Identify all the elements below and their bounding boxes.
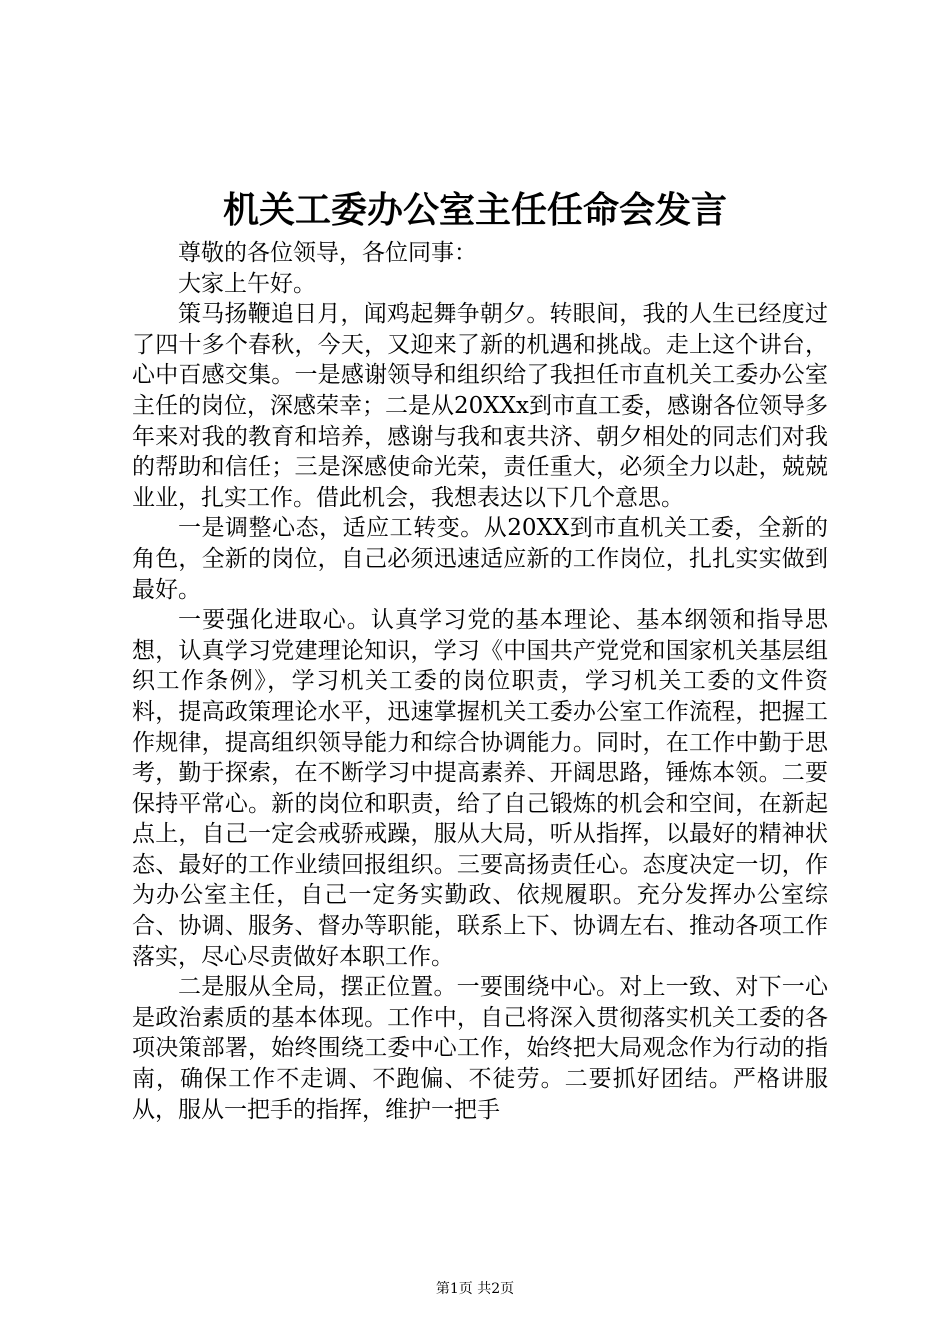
salutation: 尊敬的各位领导，各位同事： xyxy=(178,240,477,266)
greeting: 大家上午好。 xyxy=(178,270,316,297)
paragraph: 策马扬鞭追日月，闻鸡起舞争朝夕。转眼间，我的人生已经度过了四十多个春秋，今天，又迎来了新的机遇和挑战。走上这个讲台，心中百感交集。一是感谢领导和组织给了我担任市直机关工委办公室主任的岗位，深感荣幸；二是从20XXx到市直工委，感谢各位领导多年来对我的教育和培养，感谢与我和衷共济、朝夕相处的同志们对我的帮助和信任；三是深感使命光荣，责任重大，必须全力以赴，兢兢业业，扎实工作。借此机会，我想表达以下几个意思。 xyxy=(132,301,828,511)
document-title: 机关工委办公室主任任命会发言 xyxy=(222,189,727,231)
paragraph: 一要强化进取心。认真学习党的基本理论、基本纲领和指导思想，认真学习党建理论知识，学习《中国共产党党和国家机关基层组织工作条例》，学习机关工委的岗位职责，学习机关工委的文件资料，提高政策理论水平，迅速掌握机关工委办公室工作流程，把握工作规律，提高组织领导能力和综合协调能力。同时，在工作中勤于思考，勤于探索，在不断学习中提高素养、开阔思路，锤炼本领。二要保持平常心。新的岗位和职责，给了自己锻炼的机会和空间，在新起点上，自己一定会戒骄戒躁，服从大局，听从指挥，以最好的精神状态、最好的工作业绩回报组织。三要高扬责任心。态度决定一切，作为办公室主任，自己一定务实勤政、依规履职。充分发挥办公室综合、协调、服务、督办等职能，联系上下、协调左右、推动各项工作落实，尽心尽责做好本职工作。 xyxy=(132,607,828,970)
page-footer: 第1页 共2页 xyxy=(435,1281,515,1297)
paragraph: 二是服从全局，摆正位置。一要围绕中心。对上一致、对下一心是政治素质的基本体现。工作中，自己将深入贯彻落实机关工委的各项决策部署，始终围绕工委中心工作，始终把大局观念作为行动的指南，确保工作不走调、不跑偏、不徒劳。二要抓好团结。严格讲服从，服从一把手的指挥，维护一把手 xyxy=(132,974,828,1123)
paragraph: 一是调整心态，适应工转变。从20XX到市直机关工委，全新的角色，全新的岗位，自己必须迅速适应新的工作岗位，扎扎实实做到最好。 xyxy=(132,515,828,603)
document-body xyxy=(132,238,828,1125)
